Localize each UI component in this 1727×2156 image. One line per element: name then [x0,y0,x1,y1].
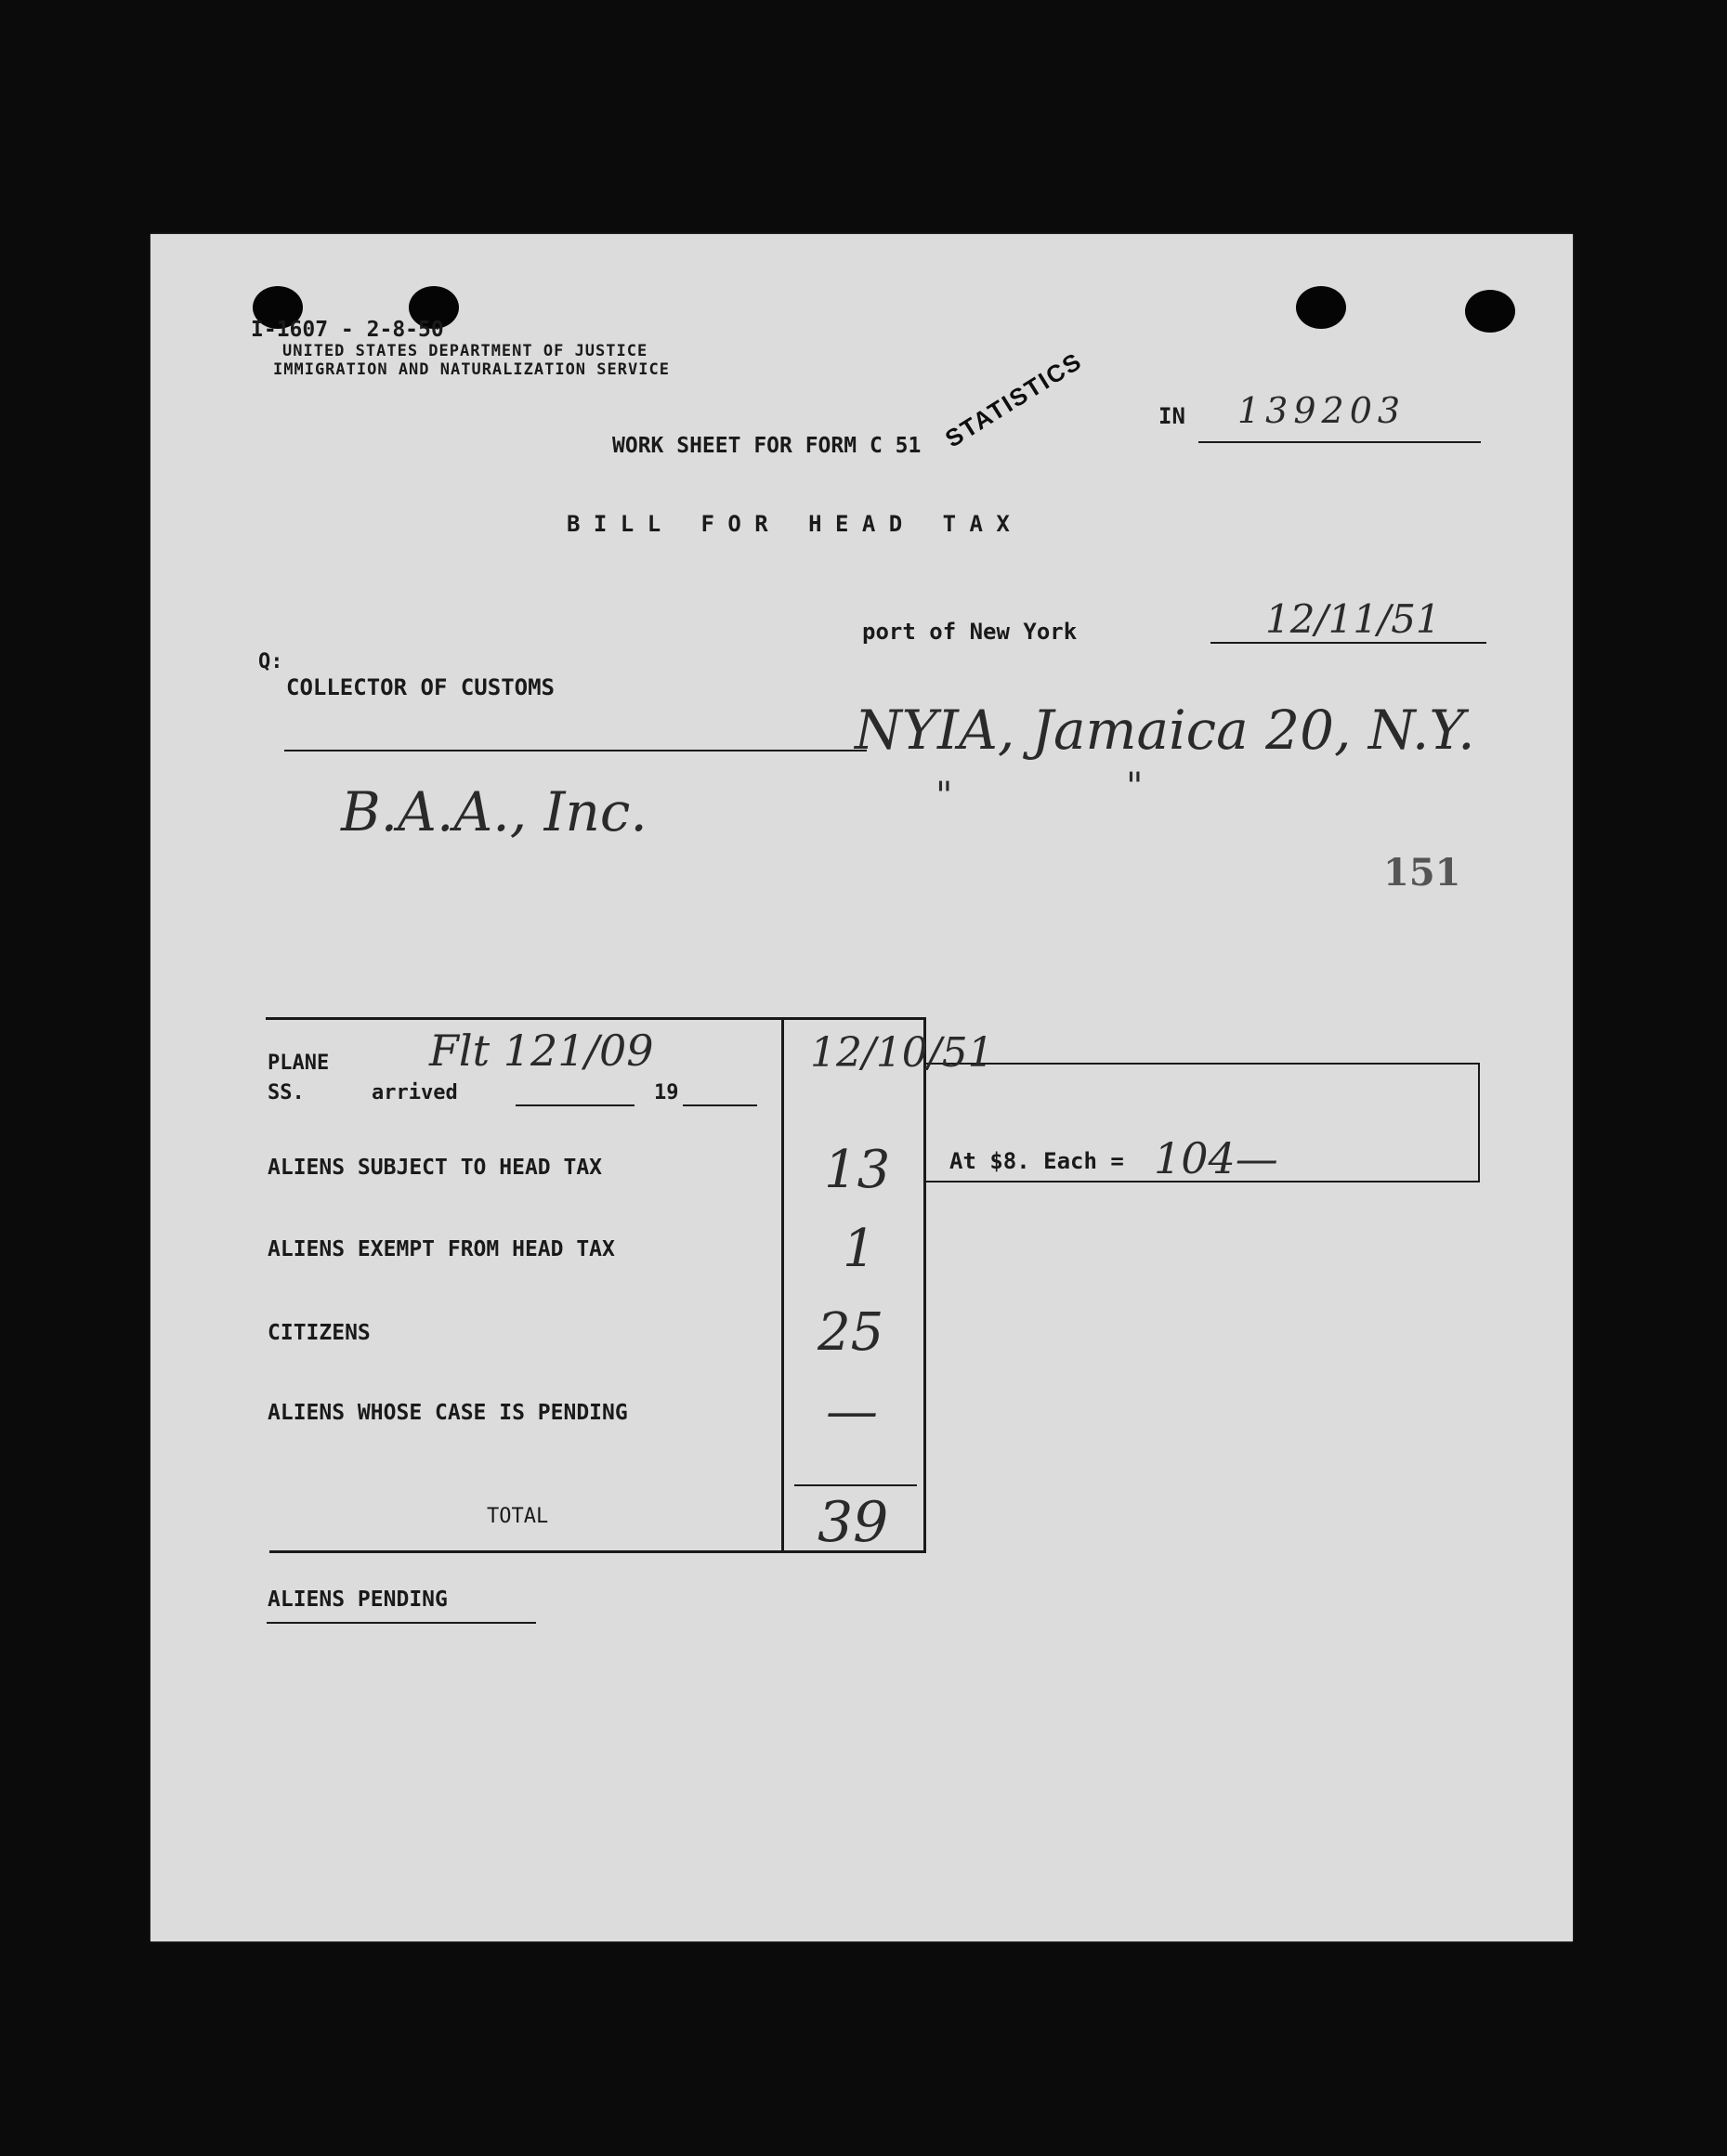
form-reference: I-1607 - 2-8-50 [251,318,444,342]
statistics-stamp: STATISTICS [940,346,1088,453]
aliens-pending-underline [267,1622,536,1624]
collector-of-customs: COLLECTOR OF CUSTOMS [286,674,555,700]
date-underline [1210,642,1486,644]
port-label: port of New York [862,619,1078,645]
page-number: 151 [1383,851,1461,895]
row-label-subject: ALIENS SUBJECT TO HEAD TAX [268,1156,603,1180]
table-top-rule [266,1017,925,1020]
total-separator-rule [794,1484,917,1486]
value-column-left-rule [781,1017,784,1552]
value-column-right-rule [923,1017,926,1552]
row-value-pending: — [826,1381,878,1442]
punch-hole-4 [1465,290,1515,333]
collector-underline [284,750,867,751]
in-number-underline [1198,441,1481,443]
in-label: IN [1158,403,1185,429]
worksheet-title: WORK SHEET FOR FORM C 51 [612,434,922,458]
plane-label: PLANE [268,1052,330,1075]
row-value-citizens: 25 [818,1302,884,1363]
to-label: Q: [258,650,283,673]
arrived-blank [516,1104,635,1106]
row-label-citizens: CITIZENS [268,1321,371,1345]
rate-box-right [1478,1063,1480,1183]
document-page [150,234,1573,1941]
rate-box-top [926,1063,1480,1065]
total-label: TOTAL [487,1505,549,1528]
ss-label: SS. [268,1081,305,1104]
ditto-mark-2: " [1126,765,1144,808]
carrier-handwritten: B.A.A., Inc. [341,780,648,843]
total-value: 39 [818,1490,889,1555]
punch-hole-3 [1296,286,1346,329]
row-label-exempt: ALIENS EXEMPT FROM HEAD TAX [268,1237,615,1261]
in-number: 139203 [1237,390,1406,431]
aliens-pending-label: ALIENS PENDING [268,1588,448,1612]
address-handwritten: NYIA, Jamaica 20, N.Y. [855,699,1475,762]
agency-line-2: IMMIGRATION AND NATURALIZATION SERVICE [273,360,670,379]
date-handwritten: 12/11/51 [1265,596,1441,642]
flight-handwritten: Flt 121/09 [429,1026,654,1076]
row-value-exempt: 1 [843,1219,876,1279]
year-blank [683,1104,757,1106]
bill-title: B I L L F O R H E A D T A X [567,511,1010,537]
arrival-date-handwritten: 12/10/51 [810,1029,994,1077]
rate-total: 104— [1154,1133,1278,1183]
agency-line-1: UNITED STATES DEPARTMENT OF JUSTICE [282,342,648,360]
row-label-pending: ALIENS WHOSE CASE IS PENDING [268,1401,628,1425]
arrived-label: arrived [372,1081,458,1104]
row-value-subject: 13 [824,1140,891,1200]
ditto-mark-1: " [935,775,953,817]
rate-label: At $8. Each = [949,1148,1124,1174]
year-prefix: 19 [654,1081,679,1104]
